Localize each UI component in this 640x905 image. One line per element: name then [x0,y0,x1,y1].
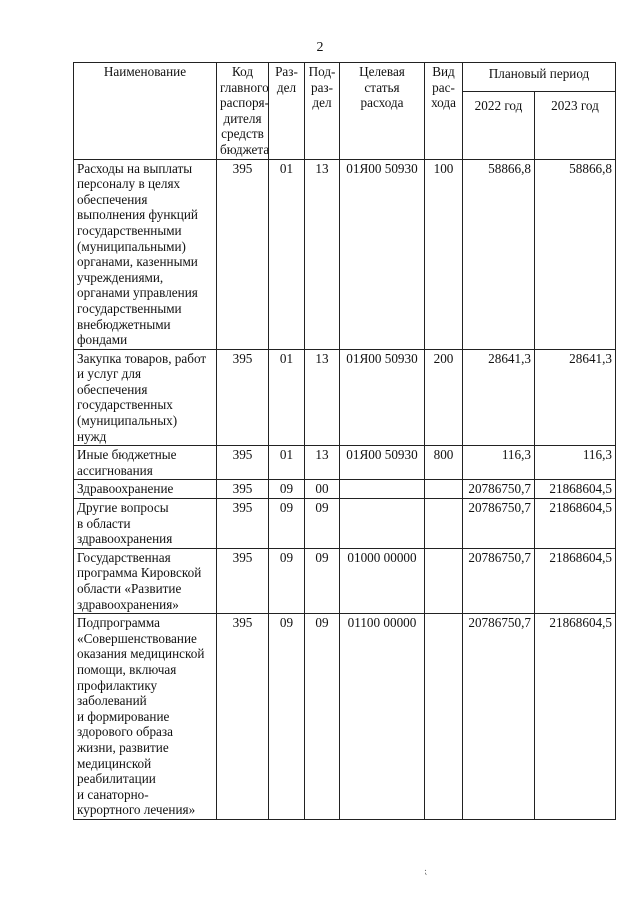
header-section: Раз- дел [269,63,305,160]
row-value-2022: 28641,3 [463,349,535,446]
row-type: 200 [425,349,463,446]
header-code: Код главного распоря- дителя средств бюджета [217,63,269,160]
row-code: 395 [217,446,269,480]
row-target: 01100 00000 [340,614,425,820]
row-value-2022: 20786750,7 [463,548,535,613]
header-planning-period: Плановый период [463,63,616,92]
row-value-2023: 21868604,5 [535,614,616,820]
table-row [74,349,616,446]
row-subsection: 13 [305,446,340,480]
header-year-2022: 2022 год [463,91,535,159]
row-type: 800 [425,446,463,480]
row-target: 01000 00000 [340,548,425,613]
header-name: Наименование [74,63,217,160]
header-type: Вид рас- хода [425,63,463,160]
row-value-2022: 20786750,7 [463,614,535,820]
row-type [425,499,463,549]
row-target [340,480,425,499]
row-name: Здравоохранение [74,480,217,499]
row-value-2022: 20786750,7 [463,499,535,549]
row-name: Подпрограмма «Совершенствование оказания медицинской помощи, включая профилактику заболеваний и формирование здорового образа жизни, развитие медицинской реабилитации и санаторно- курортного лечения» [74,614,217,820]
row-subsection: 09 [305,548,340,613]
row-target: 01Я00 50930 [340,159,425,349]
header-row [74,63,616,92]
header-target: Целевая статья расхода [340,63,425,160]
row-subsection: 09 [305,499,340,549]
row-section: 09 [269,480,305,499]
row-value-2023: 116,3 [535,446,616,480]
row-type [425,548,463,613]
row-code: 395 [217,499,269,549]
row-section: 09 [269,614,305,820]
row-subsection: 13 [305,159,340,349]
row-code: 395 [217,159,269,349]
header-subsection: Под- раз- дел [305,63,340,160]
row-target: 01Я00 50930 [340,349,425,446]
table-row [74,159,616,349]
row-name: Другие вопросы в области здравоохранения [74,499,217,549]
row-section: 01 [269,446,305,480]
row-type [425,614,463,820]
table-row [74,499,616,549]
row-name: Закупка товаров, работ и услуг для обеспечения государственных (муниципальных) нужд [74,349,217,446]
row-value-2023: 28641,3 [535,349,616,446]
table-body [74,159,616,819]
row-section: 09 [269,548,305,613]
row-section: 09 [269,499,305,549]
row-target [340,499,425,549]
row-type: 100 [425,159,463,349]
row-value-2022: 116,3 [463,446,535,480]
scan-mark: ⁏ [424,866,428,876]
row-subsection: 13 [305,349,340,446]
page-number: 2 [316,40,324,55]
row-value-2023: 58866,8 [535,159,616,349]
row-code: 395 [217,548,269,613]
row-name: Государственная программа Кировской области «Развитие здравоохранения» [74,548,217,613]
row-code: 395 [217,480,269,499]
row-section: 01 [269,159,305,349]
row-name: Иные бюджетные ассигнования [74,446,217,480]
row-value-2023: 21868604,5 [535,480,616,499]
row-subsection: 00 [305,480,340,499]
row-value-2023: 21868604,5 [535,499,616,549]
table-row [74,614,616,820]
row-value-2022: 20786750,7 [463,480,535,499]
row-section: 01 [269,349,305,446]
budget-table [73,62,616,820]
row-code: 395 [217,349,269,446]
row-code: 395 [217,614,269,820]
row-name: Расходы на выплаты персоналу в целях обеспечения выполнения функций государственными (муниципальными) органами, казенными учреждениями, органами управления государственными внебюджетными фондами [74,159,217,349]
row-value-2023: 21868604,5 [535,548,616,613]
table-row [74,548,616,613]
header-year-2023: 2023 год [535,91,616,159]
row-subsection: 09 [305,614,340,820]
table-row [74,480,616,499]
table-row [74,446,616,480]
row-target: 01Я00 50930 [340,446,425,480]
row-type [425,480,463,499]
row-value-2022: 58866,8 [463,159,535,349]
